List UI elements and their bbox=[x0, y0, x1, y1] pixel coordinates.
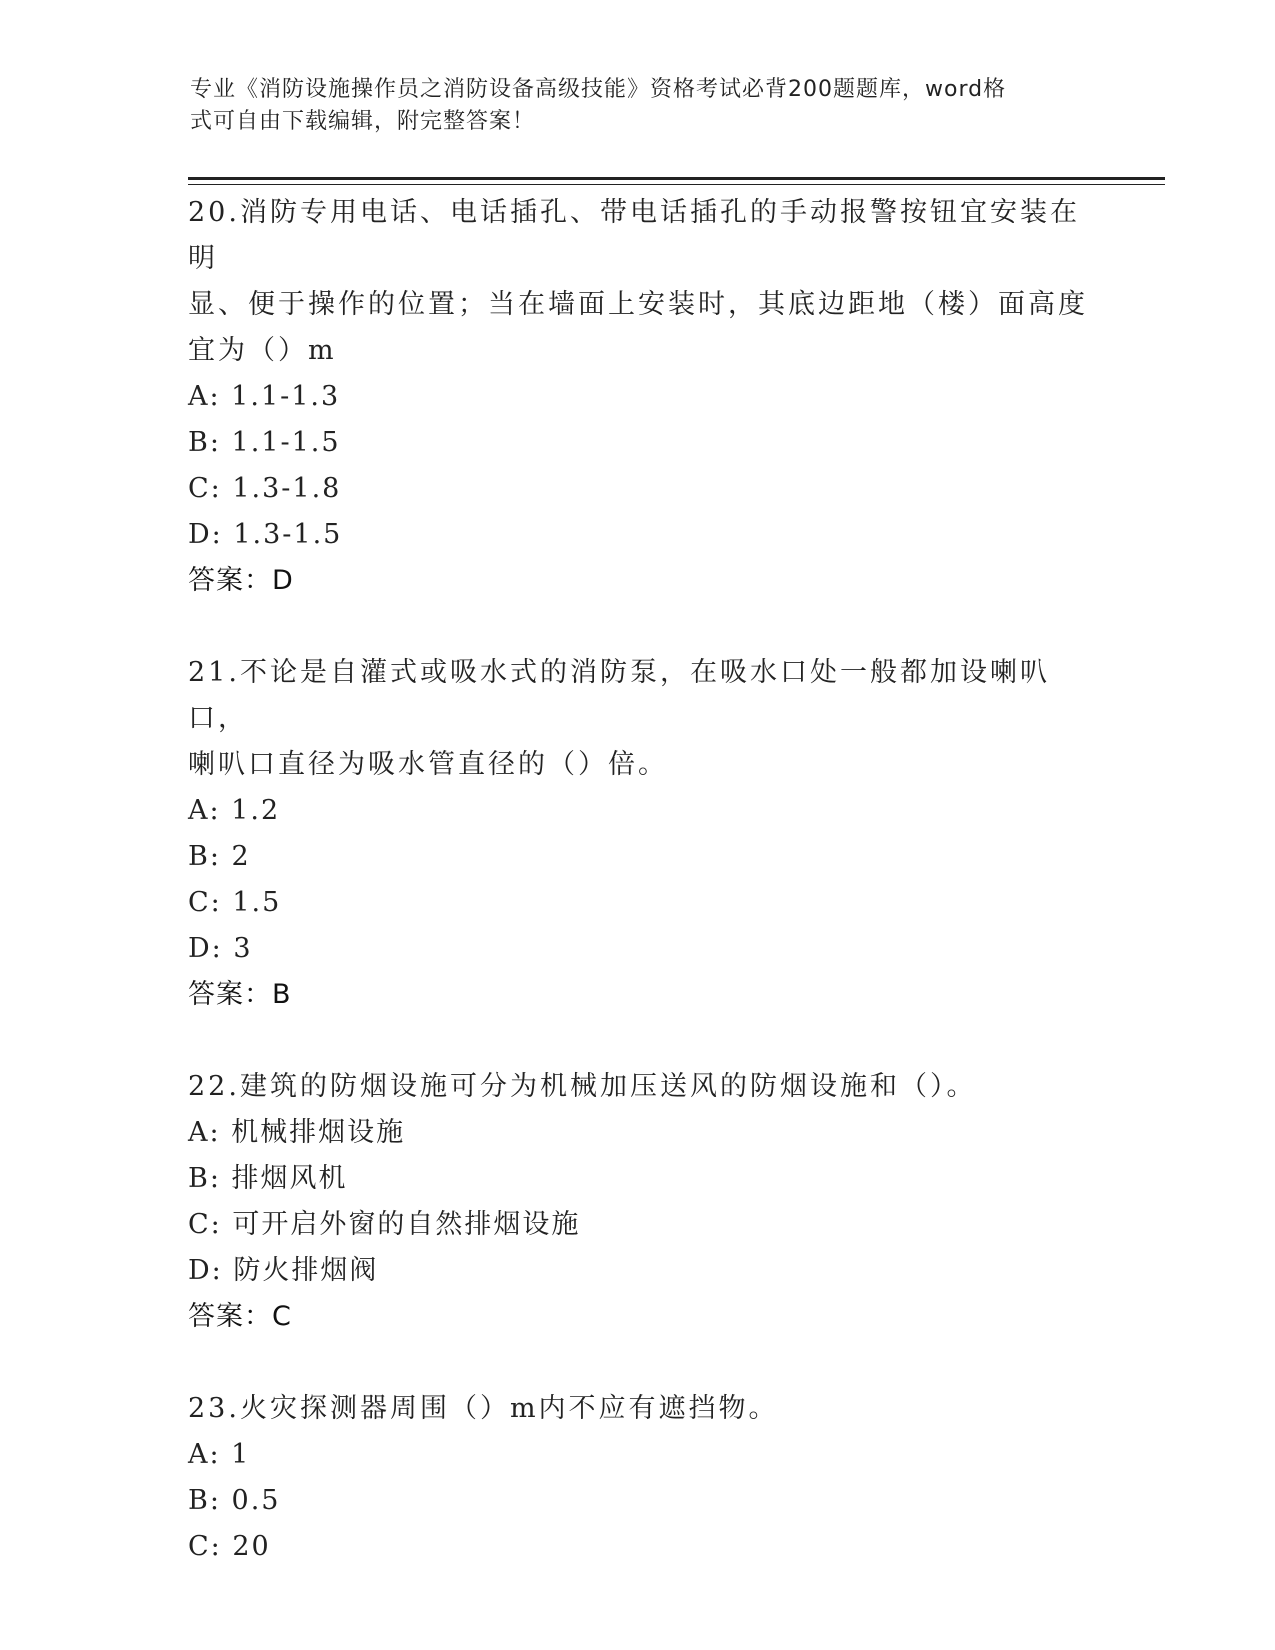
header-line-2: 式可自由下载编辑，附完整答案！ bbox=[190, 109, 536, 134]
header-divider-thick bbox=[188, 177, 1165, 180]
document-header bbox=[190, 74, 1090, 138]
question-spacer bbox=[188, 1018, 1088, 1064]
option-b: B: 排烟风机 bbox=[188, 1163, 348, 1194]
question-20 bbox=[188, 190, 1088, 604]
answer-label: 答案：C bbox=[188, 1301, 292, 1332]
option-b: B: 0.5 bbox=[188, 1485, 281, 1516]
answer-label: 答案：B bbox=[188, 979, 292, 1010]
option-a: A: 1.2 bbox=[188, 795, 281, 826]
option-a: A: 1 bbox=[188, 1439, 251, 1470]
question-spacer bbox=[188, 604, 1088, 650]
option-d: D: 1.3-1.5 bbox=[188, 519, 343, 550]
question-text-line: 喇叭口直径为吸水管直径的（）倍。 bbox=[188, 749, 668, 780]
header-divider-thin bbox=[188, 184, 1165, 185]
question-text-line: 显、便于操作的位置；当在墙面上安装时，其底边距地（楼）面高度 bbox=[188, 289, 1088, 320]
question-21 bbox=[188, 650, 1088, 1018]
question-23 bbox=[188, 1386, 1088, 1570]
option-c: C: 1.5 bbox=[188, 887, 282, 918]
option-a: A: 1.1-1.3 bbox=[188, 381, 341, 412]
option-a: A: 机械排烟设施 bbox=[188, 1117, 406, 1148]
header-line-1: 专业《消防设施操作员之消防设备高级技能》资格考试必背200题题库，word格 bbox=[190, 77, 1007, 102]
question-list bbox=[188, 190, 1088, 1570]
option-c: C: 可开启外窗的自然排烟设施 bbox=[188, 1209, 581, 1240]
question-text-line: 宜为（）m bbox=[188, 335, 337, 366]
option-c: C: 20 bbox=[188, 1531, 271, 1562]
option-b: B: 2 bbox=[188, 841, 251, 872]
option-b: B: 1.1-1.5 bbox=[188, 427, 341, 458]
question-spacer bbox=[188, 1340, 1088, 1386]
option-d: D: 3 bbox=[188, 933, 253, 964]
option-c: C: 1.3-1.8 bbox=[188, 473, 342, 504]
question-text-line: 23.火灾探测器周围（）m内不应有遮挡物。 bbox=[188, 1393, 779, 1424]
question-text-line: 20.消防专用电话、电话插孔、带电话插孔的手动报警按钮宜安装在明 bbox=[188, 197, 1080, 274]
answer-label: 答案：D bbox=[188, 565, 294, 596]
question-text-line: 21.不论是自灌式或吸水式的消防泵，在吸水口处一般都加设喇叭口， bbox=[188, 657, 1050, 734]
option-d: D: 防火排烟阀 bbox=[188, 1255, 379, 1286]
question-text-line: 22.建筑的防烟设施可分为机械加压送风的防烟设施和（）。 bbox=[188, 1071, 977, 1102]
question-22 bbox=[188, 1064, 1088, 1340]
